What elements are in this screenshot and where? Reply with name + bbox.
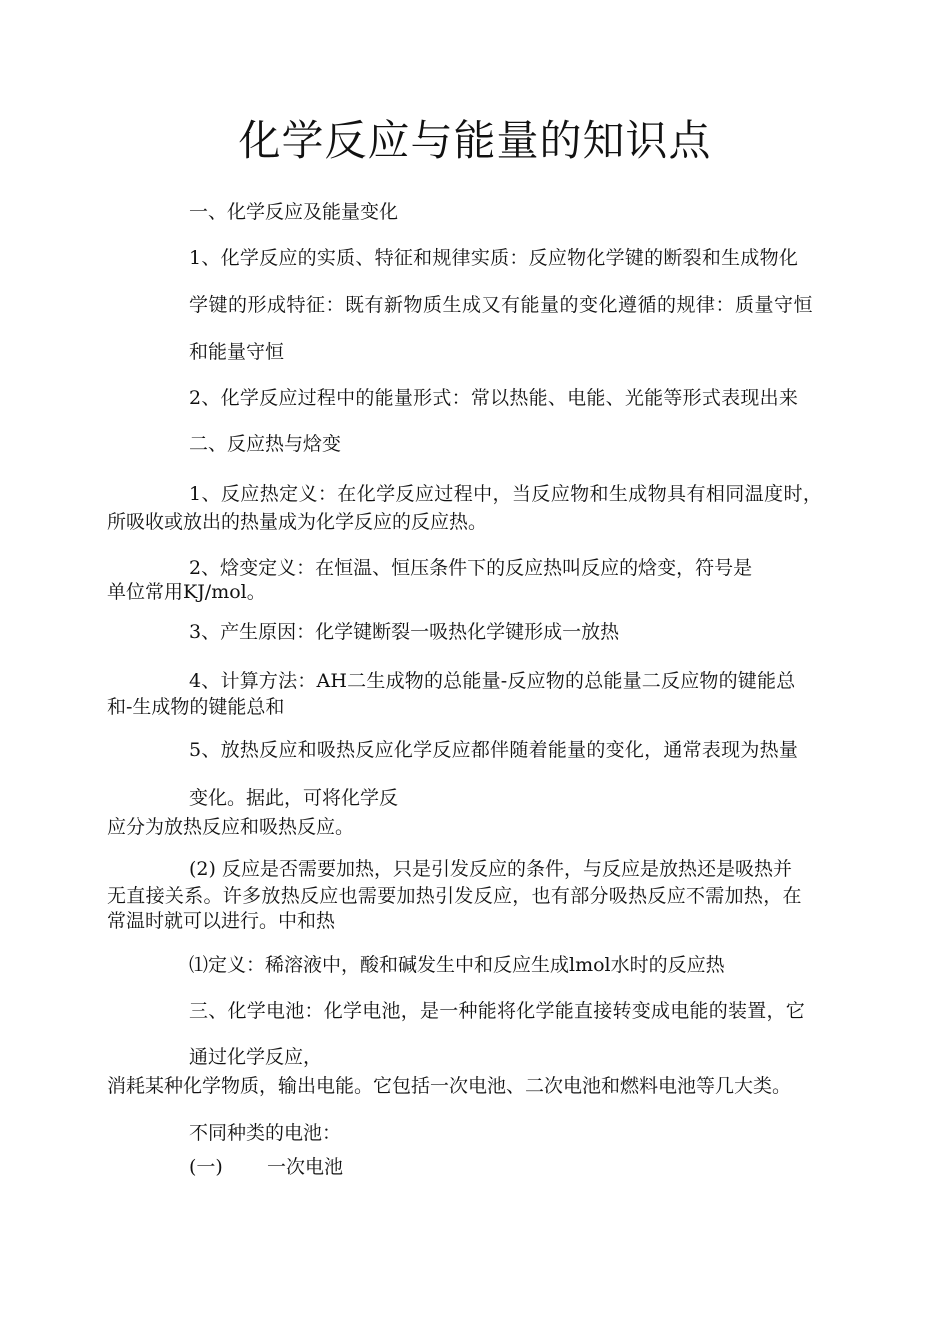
paragraph-line: 不同种类的电池： (189, 1122, 342, 1144)
paragraph-line: 消耗某种化学物质，输出电能。它包括一次电池、二次电池和燃料电池等几大类。 (107, 1075, 792, 1097)
paragraph-line: 1、反应热定义：在化学反应过程中，当反应物和生成物具有相同温度时， (189, 483, 823, 505)
paragraph-line: 变化。据此，可将化学反 (189, 787, 399, 809)
paragraph-line: ⑴定义：稀溶液中，酸和碱发生中和反应生成lmol水时的反应热 (189, 954, 725, 976)
sub-item (189, 1155, 343, 1179)
paragraph-line: (2) 反应是否需要加热，只是引发反应的条件，与反应是放热还是吸热并 (189, 858, 792, 880)
paragraph-line: 2、化学反应过程中的能量形式：常以热能、电能、光能等形式表现出来 (189, 387, 799, 409)
paragraph-line: 2、焓变定义：在恒温、恒压条件下的反应热叫反应的焓变，符号是 (189, 557, 753, 579)
section-heading-3: 三、化学电池：化学电池，是一种能将化学能直接转变成电能的装置，它 (189, 1000, 806, 1022)
paragraph-line: 5、放热反应和吸热反应化学反应都伴随着能量的变化，通常表现为热量 (189, 739, 799, 761)
paragraph-line: 4、计算方法：AH二生成物的总能量-反应物的总能量二反应物的键能总 (189, 670, 796, 692)
paragraph-line: 和-生成物的键能总和 (107, 696, 285, 718)
paragraph-line: 通过化学反应， (189, 1046, 323, 1068)
paragraph-line: 常温时就可以进行。中和热 (107, 910, 336, 932)
paragraph-line: 1、化学反应的实质、特征和规律实质：反应物化学键的断裂和生成物化 (189, 247, 799, 269)
paragraph-line: 3、产生原因：化学键断裂一吸热化学键形成一放热 (189, 621, 620, 643)
section-heading-1: 一、化学反应及能量变化 (189, 201, 399, 223)
paragraph-line: 学键的形成特征：既有新物质生成又有能量的变化遵循的规律：质量守恒 (189, 294, 814, 316)
section-heading-2: 二、反应热与焓变 (189, 433, 342, 455)
paragraph-line: 应分为放热反应和吸热反应。 (107, 816, 355, 838)
document-title: 化学反应与能量的知识点 (238, 116, 712, 165)
sub-item-text: 一次电池 (267, 1156, 344, 1178)
sub-item-label: (一) (189, 1156, 223, 1178)
paragraph-line: 和能量守恒 (189, 341, 285, 363)
paragraph-line: 所吸收或放出的热量成为化学反应的反应热。 (107, 511, 488, 533)
paragraph-line: 单位常用KJ/mol。 (107, 581, 266, 603)
paragraph-line: 无直接关系。许多放热反应也需要加热引发反应，也有部分吸热反应不需加热，在 (107, 885, 802, 907)
